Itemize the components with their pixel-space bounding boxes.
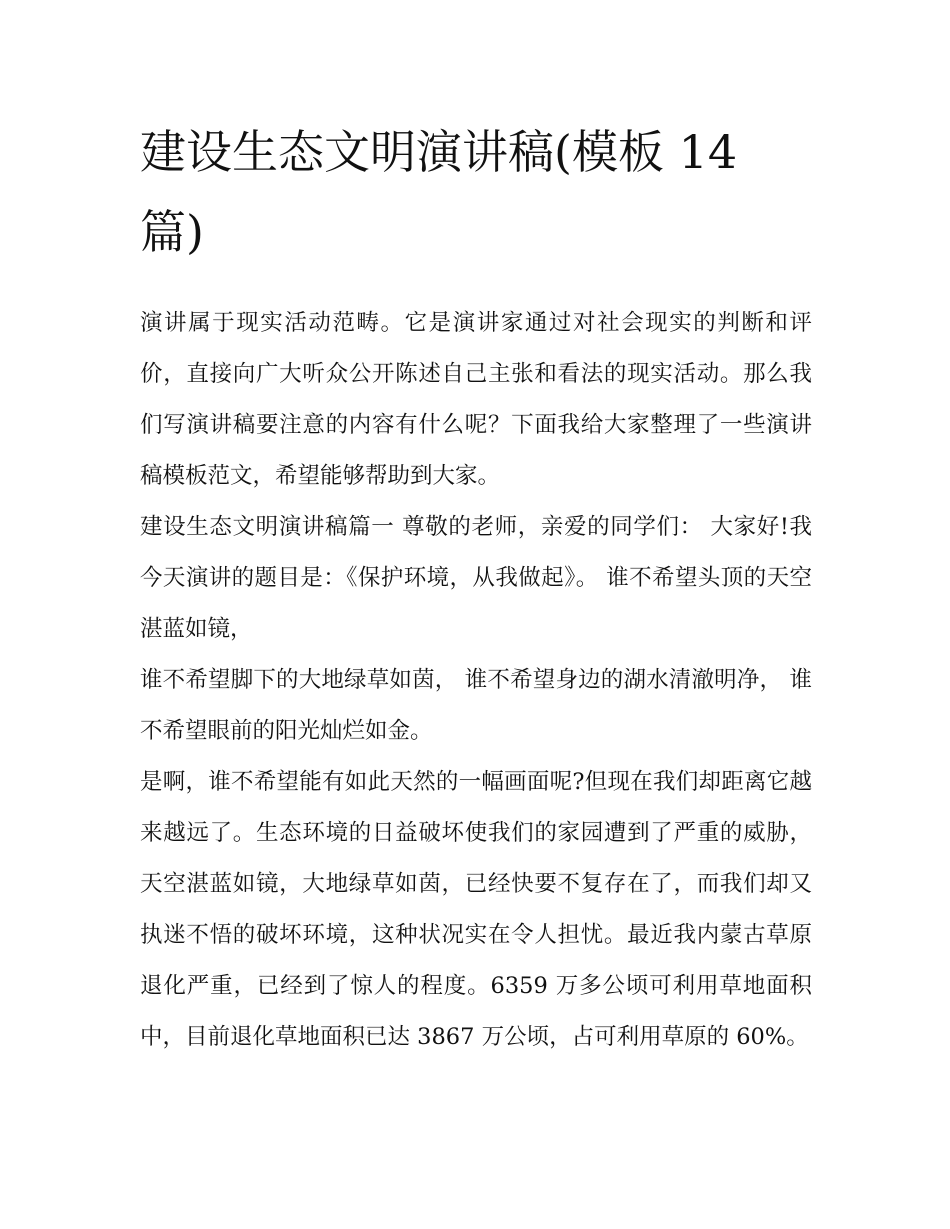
paragraph-intro: 演讲属于现实活动范畴。它是演讲家通过对社会现实的判断和评价，直接向广大听众公开陈述自己主张和看法的现实活动。那么我们写演讲稿要注意的内容有什么呢？下面我给大家整理了一些演讲稿模板范文，希望能够帮助到大家。 (140, 310, 812, 489)
paragraph-wishes: 谁不希望脚下的大地绿草如茵， 谁不希望身边的湖水清澈明净， 谁不希望眼前的阳光灿烂如金。 (140, 667, 812, 744)
paragraph-grassland: 是啊，谁不希望能有如此天然的一幅画面呢?但现在我们却距离它越来越远了。生态环境的日益破坏使我们的家园遭到了严重的威胁，天空湛蓝如镜，大地绿草如茵，已经快要不复存在了，而我们却又执迷不悟的破坏环境，这种状况实在令人担忧。最近我内蒙古草原退化严重，已经到了惊人的程度。6359 万多公顷可利用草地面积中，目前退化草地面积已达 3867 万公顷，占可利用草原的 60%。 (140, 769, 812, 1050)
document-page (140, 112, 812, 1063)
paragraph-greeting: 建设生态文明演讲稿篇一 尊敬的老师，亲爱的同学们： 大家好!我今天演讲的题目是：《保护环境，从我做起》。 谁不希望头顶的天空湛蓝如镜， (140, 514, 812, 642)
document-title: 建设生态文明演讲稿(模板 14 篇) (140, 125, 738, 259)
